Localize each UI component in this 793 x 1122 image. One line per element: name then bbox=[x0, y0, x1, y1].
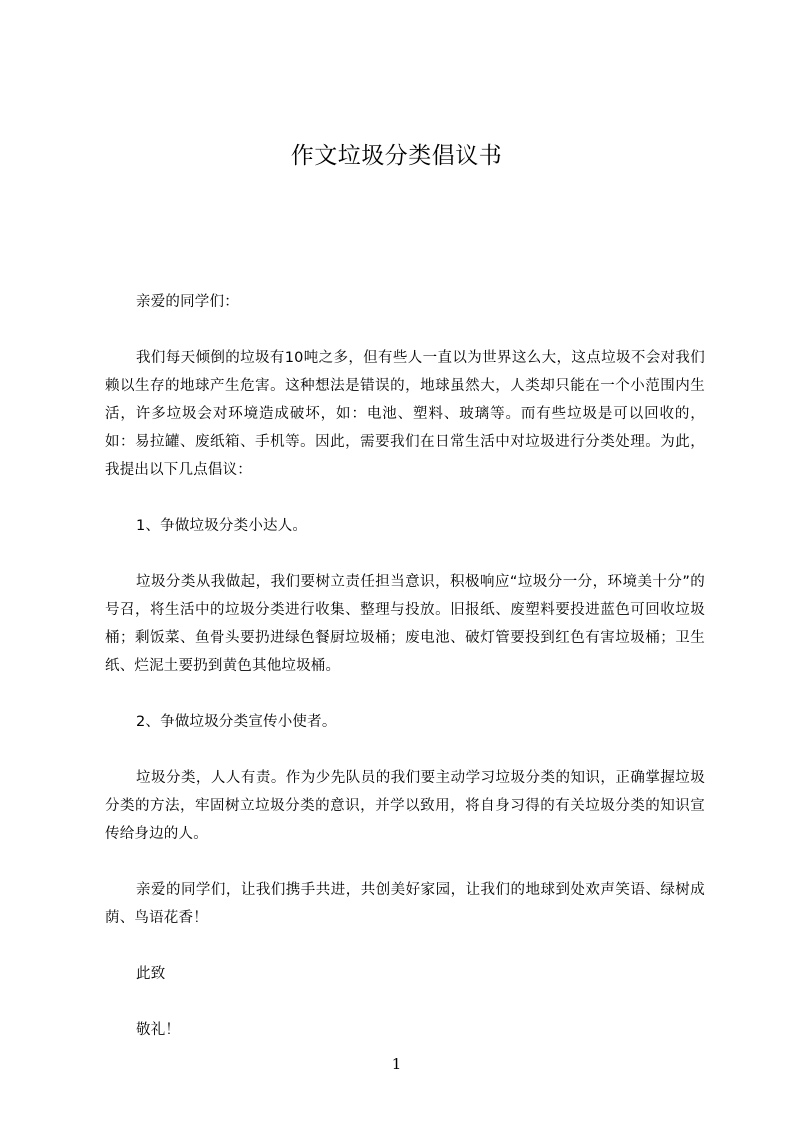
paragraph-spacer bbox=[105, 932, 705, 960]
salutation: 亲爱的同学们： bbox=[136, 294, 239, 310]
paragraph-spacer bbox=[105, 484, 705, 512]
intro-paragraph: 我们每天倾倒的垃圾有10吨之多，但有些人一直以为世界这么大，这点垃圾不会对我们赖以生存的地球产生危害。这种想法是错误的，地球虽然大，人类却只能在一个小范围内生活，许多垃圾会对环境造成破坏，如：电池、塑料、玻璃等。而有些垃圾是可以回收的，如：易拉罐、废纸箱、手机等。因此，需要我们在日常生活中对垃圾进行分类处理。为此，我提出以下几点倡议： bbox=[105, 350, 705, 478]
paragraph-spacer bbox=[105, 316, 705, 344]
point-1-heading: 1、争做垃圾分类小达人。 bbox=[136, 518, 308, 534]
page-number: 1 bbox=[391, 1055, 402, 1073]
sign-off-line-2: 敬礼！ bbox=[136, 1022, 181, 1038]
paragraph-spacer bbox=[105, 736, 705, 764]
document-title: 作文垃圾分类倡议书 bbox=[290, 143, 503, 169]
paragraph-spacer bbox=[105, 680, 705, 708]
closing-paragraph: 亲爱的同学们，让我们携手共进，共创美好家园，让我们的地球到处欢声笑语、绿树成荫、鸟语花香！ bbox=[105, 882, 705, 926]
point-2-body: 垃圾分类，人人有责。作为少先队员的我们要主动学习垃圾分类的知识，正确掌握垃圾分类的方法，牢固树立垃圾分类的意识，并学以致用，将自身习得的有关垃圾分类的知识宣传给身边的人。 bbox=[105, 770, 705, 842]
point-2-heading: 2、争做垃圾分类宣传小使者。 bbox=[136, 714, 337, 730]
document-body bbox=[105, 288, 705, 1044]
paragraph-spacer bbox=[105, 540, 705, 568]
paragraph-spacer bbox=[105, 848, 705, 876]
sign-off-line-1: 此致 bbox=[136, 966, 166, 982]
paragraph-spacer bbox=[105, 988, 705, 1016]
point-1-body: 垃圾分类从我做起，我们要树立责任担当意识，积极响应“垃圾分一分，环境美十分”的号召，将生活中的垃圾分类进行收集、整理与投放。旧报纸、废塑料要投进蓝色可回收垃圾桶；剩饭菜、鱼骨头要扔进绿色餐厨垃圾桶；废电池、破灯管要投到红色有害垃圾桶；卫生纸、烂泥土要扔到黄色其他垃圾桶。 bbox=[105, 574, 705, 674]
